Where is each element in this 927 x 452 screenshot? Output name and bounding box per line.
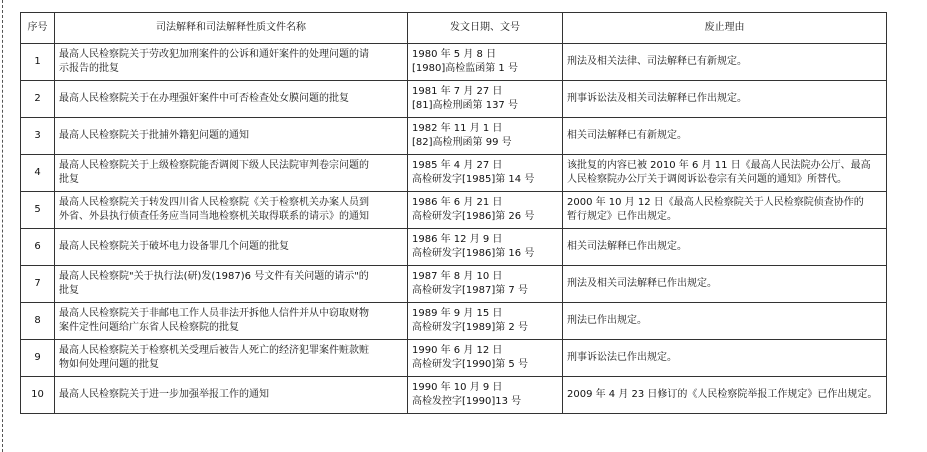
row-number: 8	[21, 303, 55, 340]
date-doc-cell: 1986 年 12 月 9 日 高检研发字[1986]第 16 号	[408, 229, 563, 266]
table-row	[21, 340, 887, 377]
document-name-cell: 最高人民检察院关于非邮电工作人员非法开拆他人信件并从中窃取财物 案件定性问题给广东省人民检察院的批复	[55, 303, 408, 340]
table-row	[21, 44, 887, 81]
date-doc-cell: 1989 年 9 月 15 日 高检研发字[1989]第 2 号	[408, 303, 563, 340]
row-number: 7	[21, 266, 55, 303]
row-number: 6	[21, 229, 55, 266]
table-row	[21, 118, 887, 155]
document-name-cell: 最高人民检察院关于转发四川省人民检察院《关于检察机关办案人员到 外省、外县执行侦查任务应当同当地检察机关取得联系的请示》的通知	[55, 192, 408, 229]
row-number: 4	[21, 155, 55, 192]
document-name-cell: 最高人民检察院关于劳改犯加刑案件的公诉和通奸案件的处理问题的请 示报告的批复	[55, 44, 408, 81]
document-name-cell: 最高人民检察院关于进一步加强举报工作的通知	[55, 377, 408, 414]
table-row	[21, 81, 887, 118]
document-name-cell: 最高人民检察院关于在办理强奸案件中可否检查处女膜问题的批复	[55, 81, 408, 118]
header-repeal-reason: 废止理由	[563, 13, 887, 44]
reason-cell: 2009 年 4 月 23 日修订的《人民检察院举报工作规定》已作出规定。	[563, 377, 887, 414]
header-document-name: 司法解释和司法解释性质文件名称	[55, 13, 408, 44]
reason-cell: 刑事诉讼法已作出规定。	[563, 340, 887, 377]
repeal-table	[20, 12, 887, 414]
table-row	[21, 229, 887, 266]
table-row	[21, 266, 887, 303]
row-number: 5	[21, 192, 55, 229]
reason-cell: 刑法及相关司法解释已作出规定。	[563, 266, 887, 303]
header-date-doc-number: 发文日期、文号	[408, 13, 563, 44]
document-name-cell: 最高人民检察院关于检察机关受理后被告人死亡的经济犯罪案件赃款赃 物如何处理问题的批复	[55, 340, 408, 377]
date-doc-cell: 1982 年 11 月 1 日 [82]高检刑函第 99 号	[408, 118, 563, 155]
row-number: 1	[21, 44, 55, 81]
date-doc-cell: 1990 年 10 月 9 日 高检发控字[1990]13 号	[408, 377, 563, 414]
reason-cell: 相关司法解释已有新规定。	[563, 118, 887, 155]
header-serial-number: 序号	[21, 13, 55, 44]
date-doc-cell: 1985 年 4 月 27 日 高检研发字[1985]第 14 号	[408, 155, 563, 192]
date-doc-cell: 1980 年 5 月 8 日 [1980]高检监函第 1 号	[408, 44, 563, 81]
table-header-row	[21, 13, 887, 44]
table-row	[21, 155, 887, 192]
reason-cell: 相关司法解释已作出规定。	[563, 229, 887, 266]
reason-cell: 刑法及相关法律、司法解释已有新规定。	[563, 44, 887, 81]
reason-cell: 刑事诉讼法及相关司法解释已作出规定。	[563, 81, 887, 118]
date-doc-cell: 1987 年 8 月 10 日 高检研发字[1987]第 7 号	[408, 266, 563, 303]
date-doc-cell: 1986 年 6 月 21 日 高检研发字[1986]第 26 号	[408, 192, 563, 229]
row-number: 3	[21, 118, 55, 155]
document-name-cell: 最高人民检察院关于上级检察院能否调阅下级人民法院审判卷宗问题的 批复	[55, 155, 408, 192]
document-name-cell: 最高人民检察院关于破坏电力设备罪几个问题的批复	[55, 229, 408, 266]
row-number: 9	[21, 340, 55, 377]
row-number: 2	[21, 81, 55, 118]
row-number: 10	[21, 377, 55, 414]
reason-cell: 2000 年 10 月 12 日《最高人民检察院关于人民检察院侦查协作的 暂行规定》已作出规定。	[563, 192, 887, 229]
table-row	[21, 377, 887, 414]
table-row	[21, 303, 887, 340]
page-left-dashed-border	[2, 0, 3, 452]
reason-cell: 刑法已作出规定。	[563, 303, 887, 340]
date-doc-cell: 1990 年 6 月 12 日 高检研发字[1990]第 5 号	[408, 340, 563, 377]
date-doc-cell: 1981 年 7 月 27 日 [81]高检刑函第 137 号	[408, 81, 563, 118]
table-row	[21, 192, 887, 229]
document-name-cell: 最高人民检察院"关于执行法(研)发(1987)6 号文件有关问题的请示"的 批复	[55, 266, 408, 303]
reason-cell: 该批复的内容已被 2010 年 6 月 11 日《最高人民法院办公厅、最高 人民检察院办公厅关于调阅诉讼卷宗有关问题的通知》所替代。	[563, 155, 887, 192]
document-name-cell: 最高人民检察院关于批捕外籍犯问题的通知	[55, 118, 408, 155]
